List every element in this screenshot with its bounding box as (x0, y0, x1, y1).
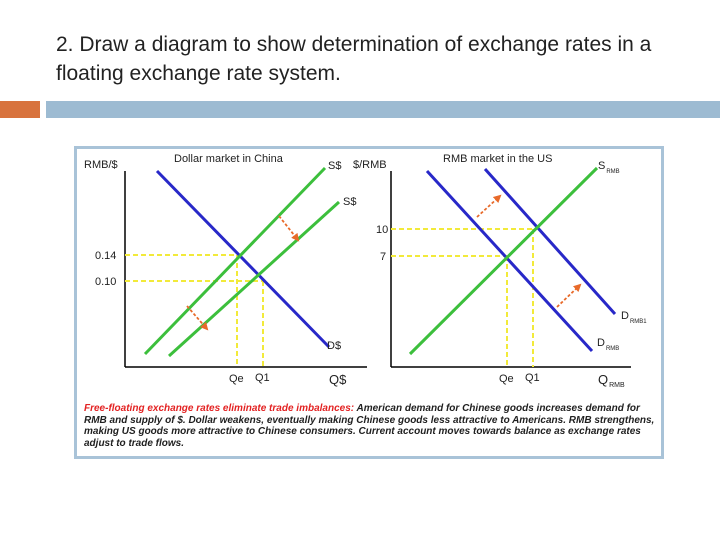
right-demand-shift-arrow-lower (557, 285, 580, 307)
left-chart-title: Dollar market in China (174, 153, 283, 165)
accent-bar-orange (0, 101, 40, 118)
left-supply-shift-arrow-upper (279, 216, 298, 240)
right-supply-label: $S_{RMB}$ (598, 160, 620, 175)
exchange-rate-figure (74, 146, 664, 459)
right-qty-e-label: Qe (499, 373, 514, 385)
left-x-axis-label: Q$ (329, 372, 347, 387)
right-price-high-label: 10 (376, 224, 389, 236)
left-qty-1-label: Q1 (255, 372, 270, 384)
slide-title: 2. Draw a diagram to show determination of exchange rates in a floating exchange rate system. (56, 33, 652, 85)
right-chart-title: RMB market in the US (443, 153, 553, 165)
caption-lead: Free-floating exchange rates eliminate trade imbalances: (84, 403, 355, 414)
right-demand-label-shifted: $D_{RMB1}$ (621, 310, 647, 325)
left-supply-curve-1 (145, 168, 325, 354)
right-demand-curve-shifted (485, 169, 615, 314)
left-price-low-label: 0.10 (95, 276, 117, 288)
accent-bar-blue (46, 101, 720, 118)
left-chart (84, 153, 367, 387)
right-y-axis-label: $/RMB (353, 159, 387, 171)
caption-body: American demand for Chinese goods increases demand for RMB and supply of $. Dollar weakens, eventually making Chinese goods less attractive to Americans. RMB strengthens, making US goods more attractive to Chinese consumers. Current account moves towards balance as exchange rates adjust to trade flows. (84, 403, 655, 449)
left-supply-label-1: S$ (328, 160, 342, 172)
right-x-axis-label: $Q_{RMB}$ (598, 372, 625, 389)
right-demand-shift-arrow-upper (477, 196, 500, 217)
left-demand-label: D$ (327, 340, 342, 352)
left-y-axis-label: RMB/$ (84, 159, 118, 171)
left-supply-label-2: S$ (343, 196, 357, 208)
left-demand-curve (157, 171, 329, 347)
left-price-high-label: 0.14 (95, 250, 117, 262)
right-chart (353, 153, 647, 389)
right-demand-label: $D_{RMB}$ (597, 337, 620, 352)
right-qty-1-label: Q1 (525, 372, 540, 384)
figure-caption (84, 403, 662, 449)
right-price-low-label: 7 (380, 251, 387, 263)
left-qty-e-label: Qe (229, 373, 244, 385)
